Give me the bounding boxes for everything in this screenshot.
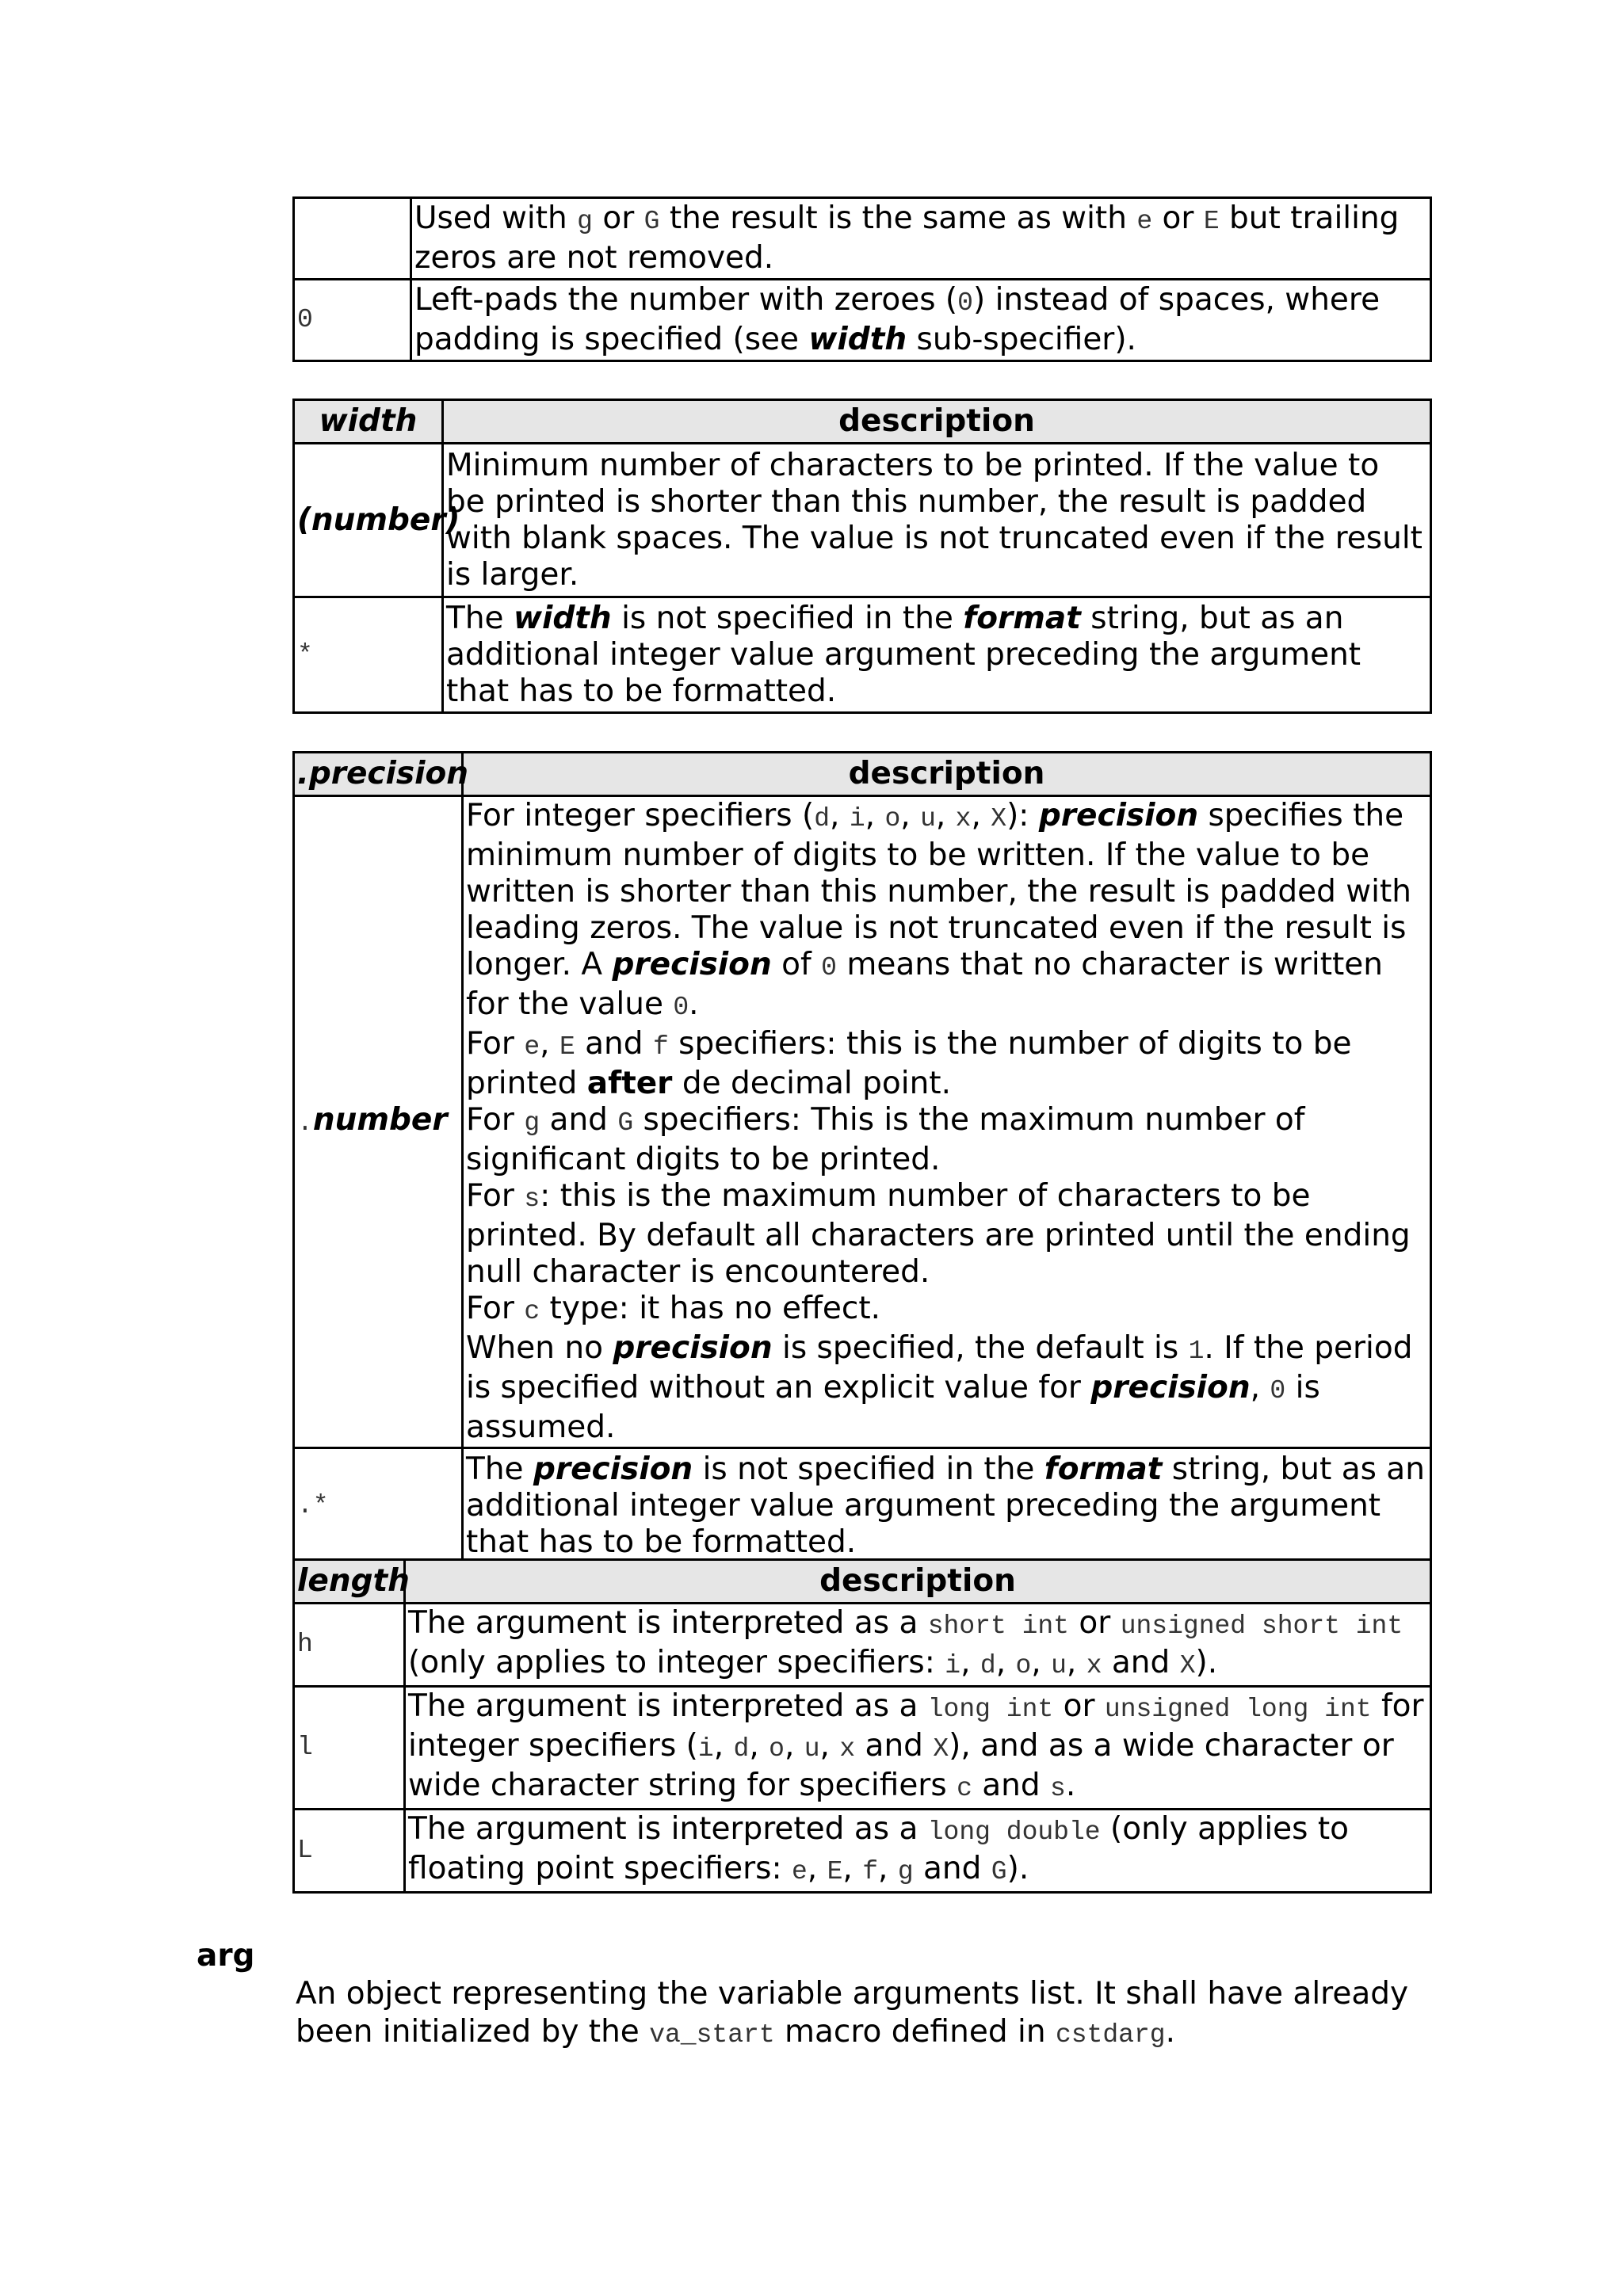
width-table [292,399,1432,714]
flag-description-cell: Used with g or G the result is the same as with e or E but trailing zeros are not removed. [411,198,1431,280]
arg-description: An object representing the variable arguments list. It shall have already been initialized by the va_start macro defined in cstdarg. [296,1976,1409,2050]
length-table [292,1558,1432,1894]
precision-key-cell: .* [294,1448,463,1564]
precision-s-paragraph: For s: this is the maximum number of characters to be printed. By default all characters are printed until the ending null character is encountered. [466,1178,1411,1290]
description-header: description [463,753,1431,796]
table-header-row [294,400,1431,444]
precision-description-cell [463,796,1431,1448]
length-key-cell: h [294,1604,405,1687]
table-row [294,280,1431,361]
table-row [294,1448,1431,1564]
table-row [294,1687,1431,1810]
flag-description-cell: Left-pads the number with zeroes (0) instead of spaces, where padding is specified (see width sub-specifier). [411,280,1431,361]
flag-key-cell: 0 [294,280,411,361]
flag-key-cell [294,198,411,280]
arg-heading: arg [197,1938,255,1974]
length-key-cell: L [294,1810,405,1893]
table-row [294,198,1431,280]
precision-float-paragraph: For e, E and f specifiers: this is the number of digits to be printed after de decimal point. [466,1026,1352,1101]
precision-default-paragraph: When no precision is specified, the default is 1. If the period is specified without an explicit value for precision, 0 is assumed. [466,1330,1413,1445]
table-row [294,597,1431,713]
width-header: width [294,400,443,444]
width-description-cell: Minimum number of characters to be printed. If the value to be printed is shorter than this number, the result is padded with blank spaces. The value is not truncated even if the result is larger. [443,444,1431,597]
table-row [294,796,1431,1448]
description-header: description [405,1560,1431,1604]
width-description-cell: The width is not specified in the format string, but as an additional integer value argument preceding the argument that has to be formatted. [443,597,1431,713]
table-header-row [294,1560,1431,1604]
length-description-cell: The argument is interpreted as a long int or unsigned long int for integer specifiers (i, d, o, u, x and X), and as a wide character or wide character string for specifiers c and s. [405,1687,1431,1810]
precision-key-cell: .number [294,796,463,1448]
precision-c-paragraph: For c type: it has no effect. [466,1291,881,1326]
table-header-row [294,753,1431,796]
precision-g-paragraph: For g and G specifiers: This is the maximum number of significant digits to be printed. [466,1102,1305,1177]
table-row [294,1604,1431,1687]
precision-description-cell: The precision is not specified in the format string, but as an additional integer value argument preceding the argument that has to be formatted. [463,1448,1431,1564]
width-key-cell: (number) [294,444,443,597]
flags-table [292,196,1432,362]
length-key-cell: l [294,1687,405,1810]
length-header: length [294,1560,405,1604]
description-header: description [443,400,1431,444]
table-row [294,444,1431,597]
precision-table [292,751,1432,1565]
width-key-cell: * [294,597,443,713]
length-description-cell: The argument is interpreted as a short int or unsigned short int (only applies to integer specifiers: i, d, o, u, x and X). [405,1604,1431,1687]
precision-header: .precision [294,753,463,796]
table-row [294,1810,1431,1893]
precision-integer-paragraph: For integer specifiers (d, i, o, u, x, X): precision specifies the minimum number of digits to be written. If the value to be written is shorter than this number, the result is padded with leading zeros. The value is not truncated even if the result is longer. A precision of 0 means that no character is written for the value 0. [466,798,1411,1022]
length-description-cell: The argument is interpreted as a long double (only applies to floating point specifiers: e, E, f, g and G). [405,1810,1431,1893]
